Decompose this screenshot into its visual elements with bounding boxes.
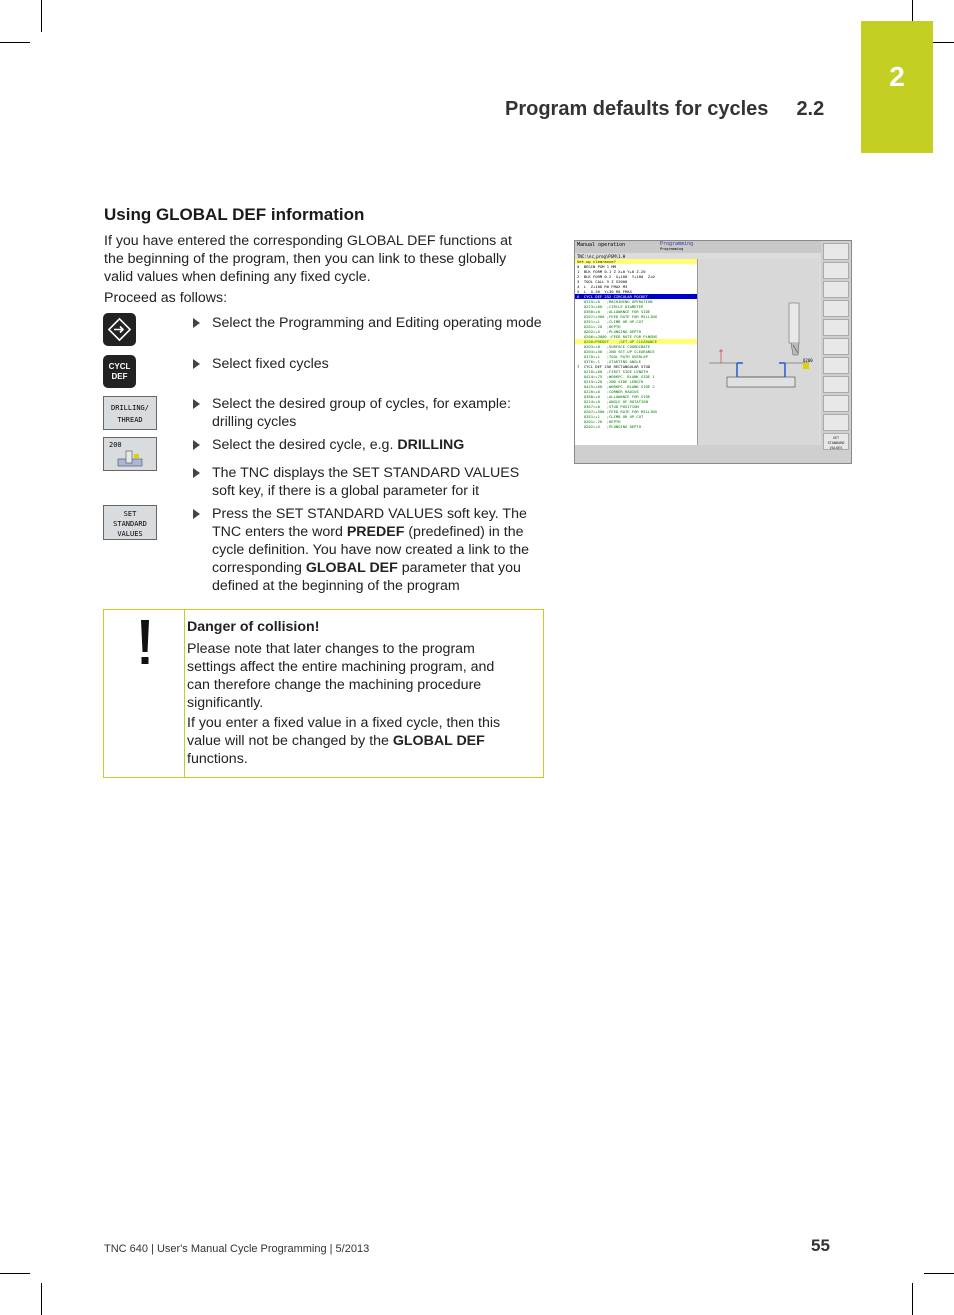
softkey-label-line3: VALUES: [117, 530, 143, 538]
program-line: Q207=+500 ;FEED RATE FOR MILLING: [577, 409, 658, 414]
file-path: TNC:\nc_prog\PGM\1.H: [577, 254, 626, 259]
step-item: [193, 464, 543, 500]
bullet-arrow-icon: [193, 399, 200, 409]
step-keyword: PREDEF: [346, 524, 405, 540]
mode-programming-label: [660, 242, 693, 252]
mode-manual-label: Manual operation: [577, 242, 626, 248]
program-line: Q424=+75 ;WORKPC. BLANK SIDE 1: [577, 374, 655, 379]
program-line: Q351=+1 ;CLIMB OR UP-CUT: [577, 414, 644, 419]
exclamation-icon: [139, 620, 151, 668]
program-line: 2 BLK FORM 0.2 X+100 Y+100 Z+0: [577, 274, 655, 279]
warning-title: Danger of collision!: [187, 619, 320, 635]
step-text-part: (predefined) in the cycle definition. You have now created a link to the corresponding: [212, 524, 530, 576]
softkey-cycle-number: 200: [109, 441, 122, 449]
program-line: 3 TOOL CALL 5 Z S2000: [577, 279, 628, 284]
drilling-thread-softkey: [103, 396, 157, 430]
proceed-text: Proceed as follows:: [104, 290, 228, 306]
warning-box: [103, 609, 544, 778]
softkey-slot: [823, 338, 849, 355]
softkey-slot: [823, 319, 849, 336]
program-line: Q200=PREDEF ;SET-UP CLEARANCE: [575, 339, 697, 344]
program-line: Q368=+0 ;ALLOWANCE FOR SIDE: [577, 309, 651, 314]
bullet-arrow-icon: [193, 318, 200, 328]
step-item: [193, 505, 543, 595]
chapter-tab: [861, 21, 933, 153]
program-line: 6 CYCL DEF 252 CIRCULAR POCKET: [575, 294, 697, 299]
mode-programming-title: Programming: [660, 241, 694, 247]
step-text-part: Press the SET STANDARD VALUES soft key. The TNC enters the word: [212, 506, 527, 540]
warning-divider: [184, 610, 185, 777]
step-item: [193, 436, 543, 454]
cycle-200-softkey: [103, 437, 157, 471]
crop-mark: [0, 1273, 30, 1274]
program-line: Q206=+3000 ;FEED RATE FOR PLNGNG: [577, 334, 658, 339]
program-line: 1 BLK FORM 0.1 Z X+0 Y+0 Z-20: [577, 269, 646, 274]
program-line: Q201=-20 ;DEPTH: [577, 419, 621, 424]
program-line: 5 L X-30 Y+30 R0 FMAX: [577, 289, 632, 294]
program-line: Q218=+60 ;FIRST SIDE LENGTH: [577, 369, 648, 374]
screenshot-mode-bar: [575, 241, 851, 253]
program-line: Q207=+500 ;FEED RATE FOR MILLING: [577, 314, 658, 319]
footer-text: TNC 640 | User's Manual Cycle Programming | 5/2013: [104, 1243, 370, 1255]
cycl-def-key-line1: CYCL: [108, 362, 131, 371]
program-line: Q370=+1 ;TOOL PATH OVERLAP: [577, 354, 648, 359]
horizontal-softkey-bar: [575, 445, 821, 463]
step-text-part: Select the desired cycle, e.g.: [212, 437, 398, 453]
intro-paragraph: If you have entered the corresponding GLOBAL DEF functions at the beginning of the program, then you can link to these globally valid values when defining any fixed cycle.: [104, 233, 512, 285]
step-text: Select fixed cycles: [212, 356, 329, 372]
softkey-slot: [823, 414, 849, 431]
bullet-arrow-icon: [193, 440, 200, 450]
running-header: [505, 98, 824, 121]
warning-text-part: functions.: [187, 751, 248, 767]
warning-paragraph: Please note that later changes to the program settings affect the entire machining program, and can therefore change the machining procedure significantly.: [187, 641, 495, 711]
softkey-slot: [823, 281, 849, 298]
program-line: Q204=+50 ;2ND SET-UP CLEARANCE: [577, 349, 655, 354]
crop-mark: [0, 42, 30, 43]
program-line: Q351=+1 ;CLIMB OR UP-CUT: [577, 319, 644, 324]
cycl-def-key: [103, 355, 136, 388]
step-item: [193, 355, 543, 373]
crop-mark: [41, 1283, 42, 1315]
softkey-slot: [823, 357, 849, 374]
program-line: Q220=+0 ;CORNER RADIUS: [577, 389, 639, 394]
crop-mark: [912, 1283, 913, 1315]
bullet-arrow-icon: [193, 509, 200, 519]
header-section-number: 2.2: [796, 98, 825, 120]
program-line: 0 BEGIN PGM 1 MM: [577, 264, 616, 269]
crop-mark: [912, 0, 913, 22]
program-line: Q202=+5 ;PLUNGING DEPTH: [577, 424, 642, 429]
program-line: Q367=+0 ;STUD POSITION: [577, 404, 639, 409]
step-text: Select the desired group of cycles, for example: drilling cycles: [212, 396, 511, 430]
step-item: [193, 314, 543, 332]
step-text: Select the Programming and Editing operating mode: [212, 315, 542, 331]
program-line: Set-up clearance?: [575, 259, 697, 264]
drilling-cycle-icon: [104, 450, 156, 468]
header-title: Program defaults for cycles: [505, 98, 769, 120]
softkey-slot: [823, 262, 849, 279]
softkey-slot: [823, 300, 849, 317]
softkey-label-line2: STANDARD: [113, 520, 147, 528]
step-keyword: DRILLING: [397, 437, 465, 453]
warning-keyword: GLOBAL DEF: [392, 733, 485, 749]
program-line: Q201=-20 ;DEPTH: [577, 324, 621, 329]
softkey-label-line1: DRILLING/: [111, 404, 149, 412]
cycl-def-key-line2: DEF: [111, 372, 128, 381]
program-line: Q219=+20 ;2ND SIDE LENGTH: [577, 379, 644, 384]
program-line: 7 CYCL DEF 256 RECTANGULAR STUD: [577, 364, 651, 369]
program-line: Q376=-1 ;STARTING ANGLE: [577, 359, 642, 364]
warning-text-part: If you enter a fixed value in a fixed cycle, then this value will not be changed by the: [187, 715, 501, 749]
program-line: Q203=+0 ;SURFACE COORDINATE: [577, 344, 651, 349]
program-line: Q425=+60 ;WORKPC. BLANK SIDE 2: [577, 384, 655, 389]
program-line: Q215=+0 ;MACHINING OPERATION: [577, 299, 653, 304]
step-keyword: GLOBAL DEF: [305, 560, 398, 576]
softkey-slot: [823, 395, 849, 412]
softkey-label-line1: SET: [123, 510, 137, 518]
step-text: The TNC displays the SET STANDARD VALUES soft key, if there is a global parameter for it: [212, 465, 520, 499]
program-line: Q368=+0 ;ALLOWANCE FOR SIDE: [577, 394, 651, 399]
page-number: 55: [811, 1236, 830, 1255]
program-line: Q223=+60 ;CIRCLE DIAMETER: [577, 304, 644, 309]
program-line: Q224=+0 ;ANGLE OF ROTATION: [577, 399, 648, 404]
vertical-softkey-bar: [821, 241, 851, 463]
step-item: [193, 395, 543, 431]
step-text-part: parameter that you defined at the beginning of the program: [212, 560, 521, 594]
q200-label: Q200: [803, 358, 813, 363]
bullet-arrow-icon: [193, 468, 200, 478]
set-standard-values-screen-softkey: SET STANDARD VALUES: [823, 433, 849, 450]
tnc-screenshot: [574, 240, 852, 464]
step-text: [212, 436, 543, 454]
crop-mark: [924, 1273, 954, 1274]
set-standard-values-softkey: [103, 505, 157, 540]
crop-mark: [41, 0, 42, 32]
section-heading: Using GLOBAL DEF information: [104, 205, 365, 224]
programming-mode-key-icon: [103, 313, 136, 346]
chapter-number: 2: [889, 61, 905, 92]
workpiece-graphic: [699, 259, 819, 445]
softkey-label-line2: THREAD: [117, 416, 143, 424]
step-text: [212, 505, 543, 595]
program-line: 4 L Z+100 R0 FMAX M3: [577, 284, 628, 289]
program-listing: [575, 259, 698, 445]
warning-paragraph: [187, 714, 517, 768]
softkey-slot: [823, 243, 849, 260]
program-line: Q202=+5 ;PLUNGING DEPTH: [577, 329, 642, 334]
mode-programming-sub: Programming: [660, 247, 684, 251]
softkey-slot: [823, 376, 849, 393]
graphics-window: [699, 259, 819, 445]
bullet-arrow-icon: [193, 359, 200, 369]
